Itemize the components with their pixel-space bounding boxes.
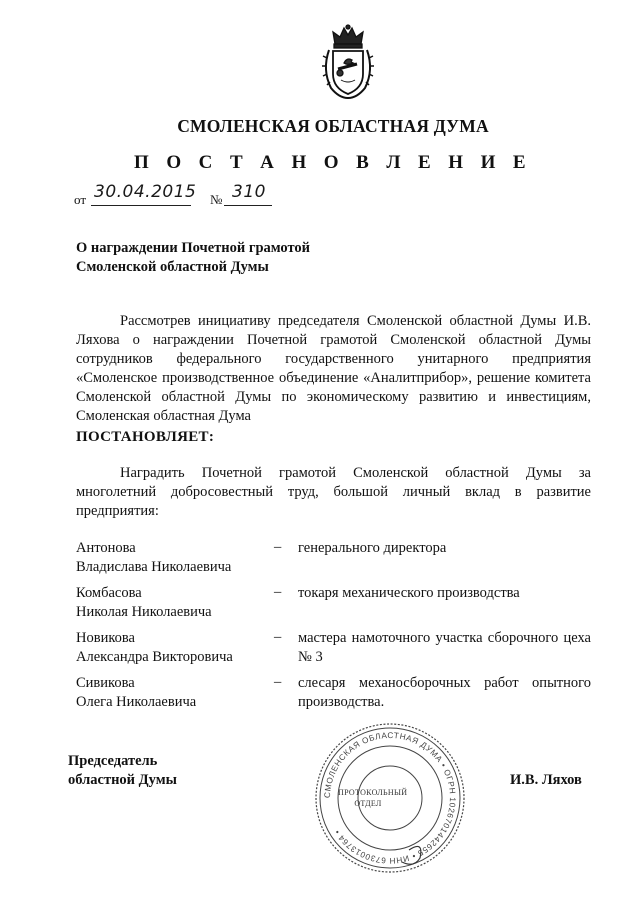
handwritten-date: 30.04.2015 <box>94 182 197 202</box>
awardee-dash: – <box>274 539 282 555</box>
awardee-surname: Антонова <box>76 540 136 556</box>
document-type-heading: П О С Т А Н О В Л Е Н И Е <box>134 152 532 173</box>
awardee-name <box>76 539 266 577</box>
awardee-given-names: Александра Викторовича <box>76 649 233 665</box>
stamp-ring-text: СМОЛЕНСКАЯ ОБЛАСТНАЯ ДУМА • ОГРН 1026701442655 • ИНН 6730013764 • <box>322 730 458 866</box>
coat-of-arms-icon <box>319 24 377 102</box>
date-underline <box>91 205 191 206</box>
awardee-name <box>76 674 266 712</box>
stamp-center-text <box>338 787 408 809</box>
intro-paragraph: Рассмотрев инициативу председателя Смоленской областной Думы И.В. Ляхова о награждении Почетной грамотой Смоленской областной Думы сотрудников федерального государственного унитарного предприятия «Смоленское производственное объединение «Аналитприбор», решение комитета Смоленской областной Думы по экономическому развитию и инвестициям, Смоленская областная Дума <box>76 313 591 424</box>
awardee-position: мастера намоточного участка сборочного цеха № 3 <box>298 630 591 665</box>
awardee-position: токаря механического производства <box>298 585 520 601</box>
handwritten-number: 310 <box>232 182 266 202</box>
organization-title: СМОЛЕНСКАЯ ОБЛАСТНАЯ ДУМА <box>177 116 489 136</box>
award-paragraph: Наградить Почетной грамотой Смоленской областной Думы за многолетний добросовестный труд, большой личный вклад в развитие предприятия: <box>76 465 591 519</box>
awardee-surname: Новикова <box>76 630 135 646</box>
signatory-title-line-1: Председатель <box>68 753 158 769</box>
awardee-given-names: Олега Николаевича <box>76 694 197 710</box>
awardee-position: генерального директора <box>298 540 447 556</box>
stamp-center-line-2: ОТДЕЛ <box>354 799 382 808</box>
number-label: № <box>210 192 223 207</box>
awardee-name <box>76 629 266 667</box>
subject-line-1: О награждении Почетной грамотой <box>76 240 311 256</box>
awardee-dash: – <box>274 584 282 600</box>
awardee-dash: – <box>274 629 282 645</box>
awardee-surname: Сивикова <box>76 675 135 691</box>
number-underline <box>224 205 272 206</box>
date-number-line <box>74 182 374 210</box>
awardee-surname: Комбасова <box>76 585 142 601</box>
date-from-label: от <box>74 192 87 207</box>
awardee-dash: – <box>274 674 282 690</box>
awardee-given-names: Владислава Николаевича <box>76 559 232 575</box>
awardee-name <box>76 584 266 622</box>
awardee-position: слесаря механосборочных работ опытного производства. <box>298 675 591 710</box>
signatory-name: И.В. Ляхов <box>510 772 582 788</box>
stamp-center-line-1: ПРОТОКОЛЬНЫЙ <box>338 788 408 797</box>
resolution-heading: ПОСТАНОВЛЯЕТ: <box>76 429 215 445</box>
awardee-given-names: Николая Николаевича <box>76 604 212 620</box>
subject-line-2: Смоленской областной Думы <box>76 259 269 275</box>
document-subject <box>76 239 376 277</box>
signatory-title-line-2: областной Думы <box>68 772 177 788</box>
signatory-title <box>68 752 177 790</box>
